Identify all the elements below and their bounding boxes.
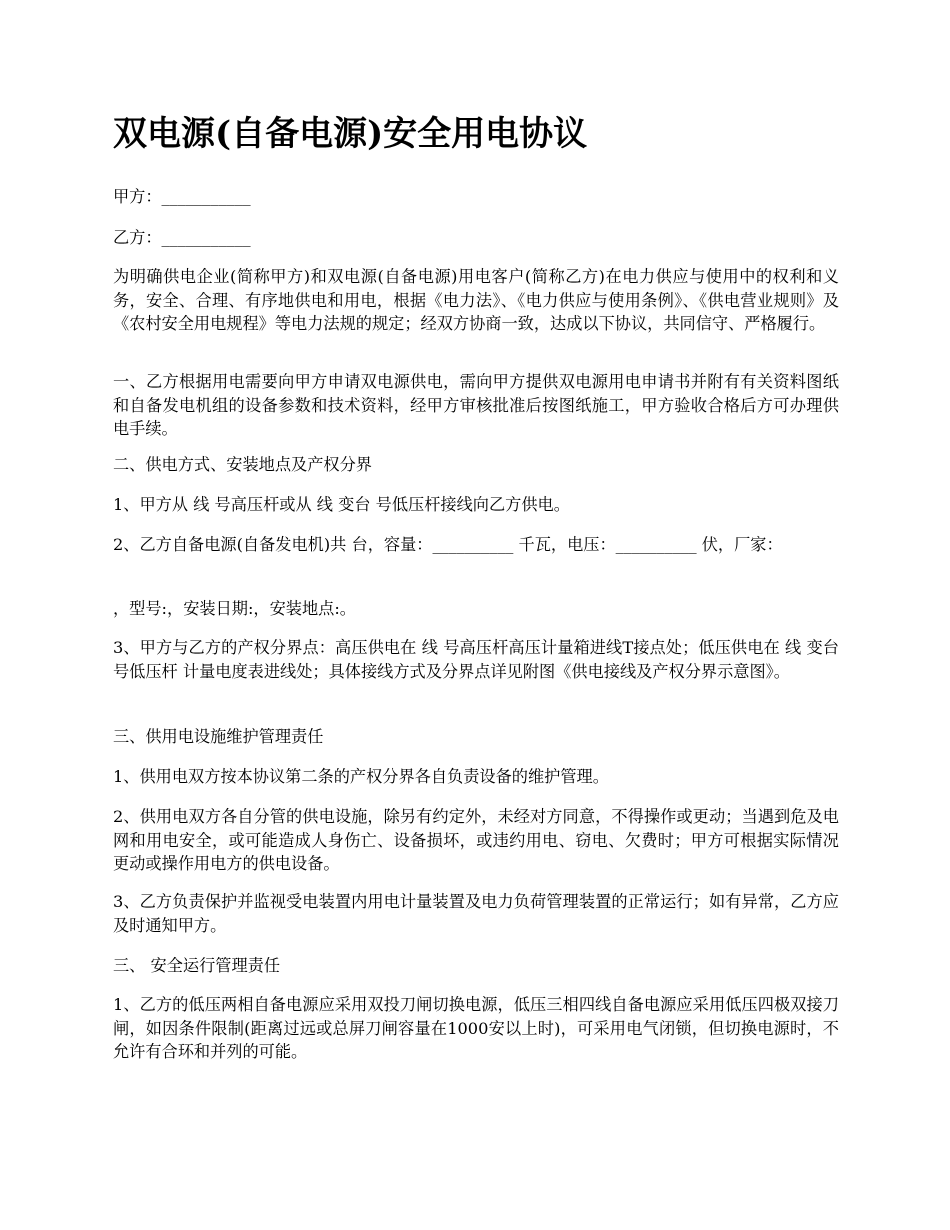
section-2-heading: 二、供电方式、安装地点及产权分界 — [113, 455, 372, 474]
document-title: 双电源(自备电源)安全用电协议 — [113, 114, 588, 154]
clause-4-1-paragraph: 1、乙方的低压两相自备电源应采用双投刀闸切换电源，低压三相四线自备电源应采用低压四极双接刀闸，如因条件限制(距离过远或总屏刀闸容量在1000安以上时)，可采用电气闭锁，但切换电源时，不允许有合环和并列的可能。 — [113, 995, 839, 1062]
clause-2-2-paragraph: 2、乙方自备电源(自备发电机)共 台，容量：__________ 千瓦，电压：__________ 伏，厂家： — [113, 535, 783, 554]
clause-3-2-paragraph: 2、供用电双方各自分管的供电设施，除另有约定外，未经对方同意，不得操作或更动；当遇到危及电网和用电安全，或可能造成人身伤亡、设备损坏，或违约用电、窃电、欠费时；甲方可根据实际情况更动或操作用电方的供电设备。 — [113, 807, 839, 874]
party-b-line: 乙方：___________ — [113, 228, 251, 247]
section-3-heading: 三、供用电设施维护管理责任 — [113, 727, 324, 746]
clause-2-3-paragraph: 3、甲方与乙方的产权分界点：高压供电在 线 号高压杆高压计量箱进线T接点处；低压供电在 线 变台 号低压杆 计量电度表进线处；具体接线方式及分界点详见附图《供电接线及产权分界示意图》。 — [113, 638, 839, 681]
clause-2-1-paragraph: 1、甲方从 线 号高压杆或从 线 变台 号低压杆接线向乙方供电。 — [113, 495, 570, 514]
clause-3-3-paragraph: 3、乙方负责保护并监视受电装置内用电计量装置及电力负荷管理装置的正常运行；如有异常，乙方应及时通知甲方。 — [113, 892, 839, 935]
party-a-line: 甲方：___________ — [113, 187, 251, 206]
preamble-paragraph: 为明确供电企业(简称甲方)和双电源(自备电源)用电客户(简称乙方)在电力供应与使用中的权利和义务，安全、合理、有序地供电和用电，根据《电力法》、《电力供应与使用条例》、《供电营业规则》及《农村安全用电规程》等电力法规的规定；经双方协商一致，达成以下协议，共同信守、严格履行。 — [113, 267, 839, 334]
section-4-heading: 三、 安全运行管理责任 — [113, 956, 281, 975]
clause-1-paragraph: 一、乙方根据用电需要向甲方申请双电源供电，需向甲方提供双电源用电申请书并附有有关资料图纸和自备发电机组的设备参数和技术资料，经甲方审核批准后按图纸施工，甲方验收合格后方可办理供电手续。 — [113, 372, 839, 439]
clause-2-2-continuation: ，型号:，安装日期:，安装地点:。 — [113, 599, 356, 618]
clause-3-1-paragraph: 1、供用电双方按本协议第二条的产权分界各自负责设备的维护管理。 — [113, 767, 609, 786]
